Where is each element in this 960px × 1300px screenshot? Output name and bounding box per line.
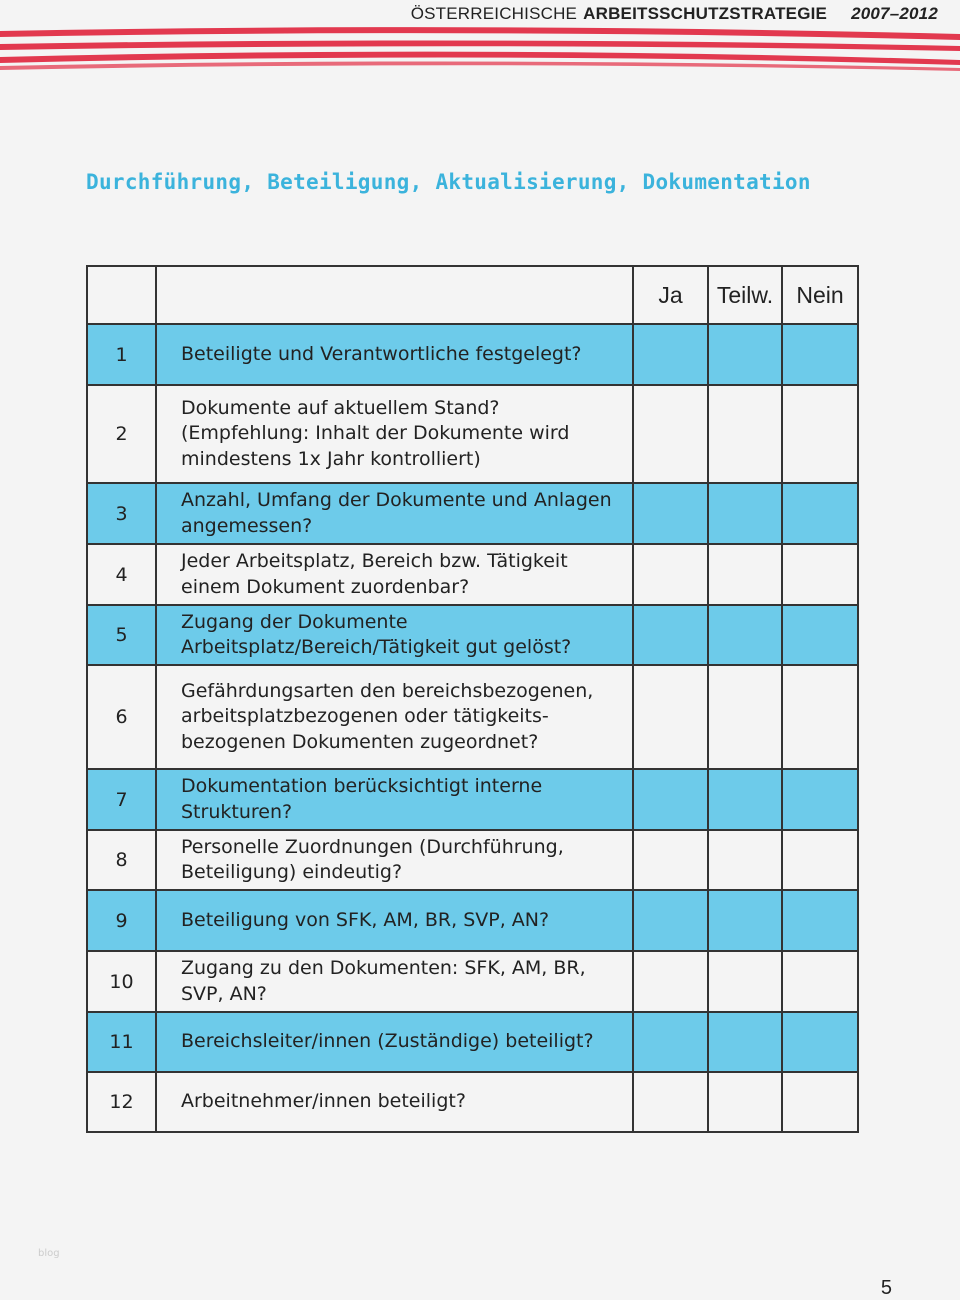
table-row	[87, 324, 858, 385]
stripe-1	[0, 27, 960, 40]
table-row	[87, 544, 858, 605]
table-row	[87, 665, 858, 769]
row-number: 8	[87, 830, 156, 890]
answer-cell-ja[interactable]	[633, 544, 708, 605]
answer-cell-teilw[interactable]	[708, 830, 782, 890]
answer-cell-teilw[interactable]	[708, 1072, 782, 1132]
row-question: Jeder Arbeitsplatz, Bereich bzw. Tätigkeit einem Dokument zuordenbar?	[156, 544, 633, 605]
row-question: Zugang zu den Dokumenten: SFK, AM, BR, SVP, AN?	[156, 951, 633, 1012]
answer-cell-teilw[interactable]	[708, 769, 782, 830]
answer-cell-teilw[interactable]	[708, 544, 782, 605]
row-question: Bereichsleiter/innen (Zuständige) beteiligt?	[156, 1012, 633, 1072]
answer-cell-nein[interactable]	[782, 769, 858, 830]
row-number: 6	[87, 665, 156, 769]
answer-cell-ja[interactable]	[633, 1012, 708, 1072]
header-strategy: ARBEITSSCHUTZSTRATEGIE	[583, 4, 828, 23]
answer-cell-teilw[interactable]	[708, 483, 782, 544]
table-row	[87, 1012, 858, 1072]
row-number: 4	[87, 544, 156, 605]
table-row	[87, 483, 858, 544]
answer-cell-nein[interactable]	[782, 483, 858, 544]
stripe-4	[0, 61, 960, 71]
header-prefix: ÖSTERREICHISCHE	[410, 4, 578, 23]
answer-cell-teilw[interactable]	[708, 324, 782, 385]
answer-cell-nein[interactable]	[782, 890, 858, 951]
row-number: 1	[87, 324, 156, 385]
row-number: 12	[87, 1072, 156, 1132]
row-question: Zugang der Dokumente Arbeitsplatz/Bereich/Tätigkeit gut gelöst?	[156, 605, 633, 665]
checklist-table	[86, 265, 859, 1133]
header-cell-question	[156, 266, 633, 324]
header-stripes	[0, 0, 960, 80]
stripe-2	[0, 40, 960, 51]
answer-cell-nein[interactable]	[782, 324, 858, 385]
row-question: Dokumente auf aktuellem Stand? (Empfehlung: Inhalt der Dokumente wird mindestens 1x Jahr kontrolliert)	[156, 385, 633, 483]
answer-cell-teilw[interactable]	[708, 385, 782, 483]
row-question: Anzahl, Umfang der Dokumente und Anlagen angemessen?	[156, 483, 633, 544]
table-row	[87, 605, 858, 665]
row-question: Dokumentation berücksichtigt interne Strukturen?	[156, 769, 633, 830]
answer-cell-nein[interactable]	[782, 665, 858, 769]
watermark: blog	[38, 1248, 60, 1259]
row-question: Personelle Zuordnungen (Durchführung, Beteiligung) eindeutig?	[156, 830, 633, 890]
table-row	[87, 769, 858, 830]
header-nein: Nein	[782, 266, 858, 324]
answer-cell-nein[interactable]	[782, 830, 858, 890]
table-row	[87, 951, 858, 1012]
answer-cell-teilw[interactable]	[708, 605, 782, 665]
answer-cell-nein[interactable]	[782, 605, 858, 665]
header-ja: Ja	[633, 266, 708, 324]
answer-cell-ja[interactable]	[633, 830, 708, 890]
row-number: 7	[87, 769, 156, 830]
header-teilw: Teilw.	[708, 266, 782, 324]
answer-cell-nein[interactable]	[782, 385, 858, 483]
answer-cell-ja[interactable]	[633, 483, 708, 544]
row-number: 9	[87, 890, 156, 951]
section-title: Durchführung, Beteiligung, Aktualisierung, Dokumentation	[86, 170, 811, 194]
answer-cell-teilw[interactable]	[708, 1012, 782, 1072]
header-years: 2007–2012	[851, 4, 938, 23]
table-row	[87, 830, 858, 890]
row-number: 5	[87, 605, 156, 665]
answer-cell-ja[interactable]	[633, 324, 708, 385]
row-question: Arbeitnehmer/innen beteiligt?	[156, 1072, 633, 1132]
answer-cell-nein[interactable]	[782, 951, 858, 1012]
answer-cell-teilw[interactable]	[708, 951, 782, 1012]
row-question: Beteiligte und Verantwortliche festgelegt?	[156, 324, 633, 385]
answer-cell-ja[interactable]	[633, 665, 708, 769]
answer-cell-ja[interactable]	[633, 769, 708, 830]
table-row	[87, 890, 858, 951]
row-number: 3	[87, 483, 156, 544]
answer-cell-teilw[interactable]	[708, 665, 782, 769]
row-question: Beteiligung von SFK, AM, BR, SVP, AN?	[156, 890, 633, 951]
table-row	[87, 1072, 858, 1132]
answer-cell-ja[interactable]	[633, 1072, 708, 1132]
row-number: 10	[87, 951, 156, 1012]
answer-cell-ja[interactable]	[633, 605, 708, 665]
answer-cell-teilw[interactable]	[708, 890, 782, 951]
answer-cell-nein[interactable]	[782, 1012, 858, 1072]
page-number: 5	[880, 1277, 892, 1299]
table-row	[87, 385, 858, 483]
answer-cell-nein[interactable]	[782, 1072, 858, 1132]
row-number: 2	[87, 385, 156, 483]
header-cell-num	[87, 266, 156, 324]
row-number: 11	[87, 1012, 156, 1072]
answer-cell-ja[interactable]	[633, 890, 708, 951]
answer-cell-ja[interactable]	[633, 951, 708, 1012]
answer-cell-nein[interactable]	[782, 544, 858, 605]
row-question: Gefährdungsarten den bereichsbezogenen, arbeitsplatzbezogenen oder tätigkeits- bezogenen Dokumenten zugeordnet?	[156, 665, 633, 769]
answer-cell-ja[interactable]	[633, 385, 708, 483]
table-header-row	[87, 266, 858, 324]
